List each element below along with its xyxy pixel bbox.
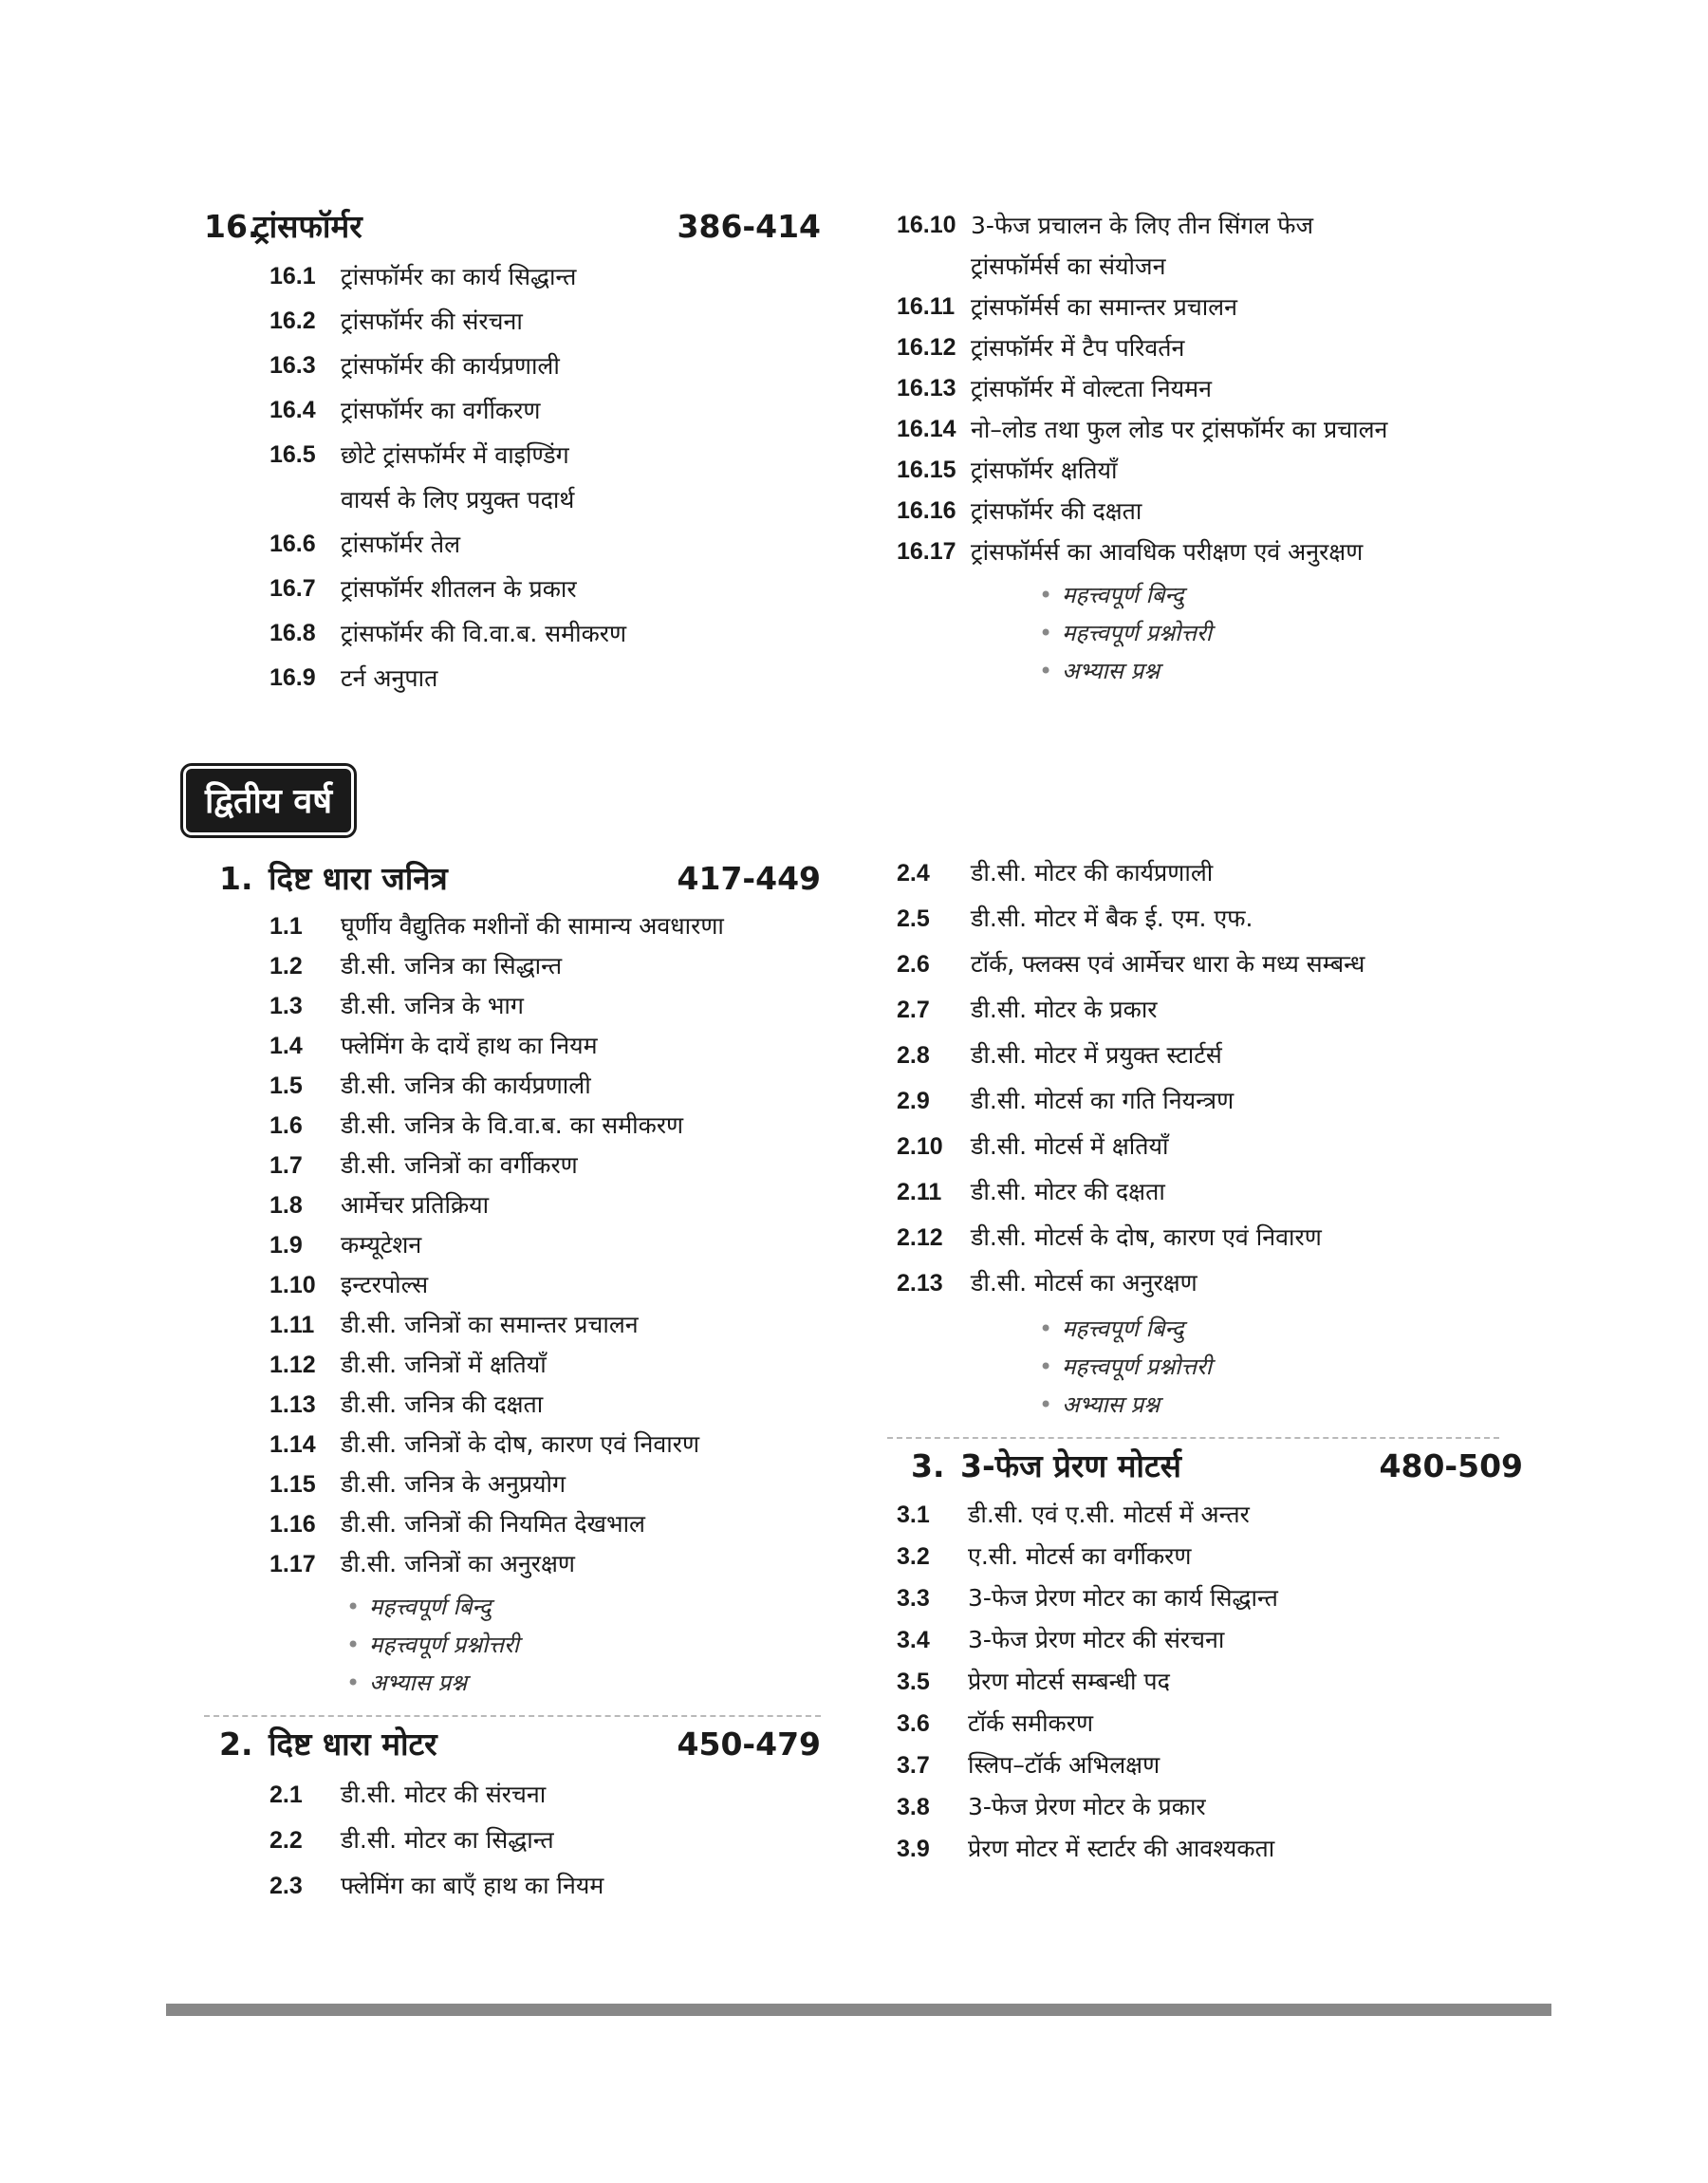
toc-item-title: टॉर्क, फ्लक्स एवं आर्मेचर धारा के मध्य सम्बन्ध (971, 950, 1365, 978)
chapter-heading[interactable] (204, 205, 821, 249)
toc-item[interactable] (204, 1385, 821, 1425)
toc-item[interactable] (204, 1265, 821, 1305)
toc-item-title: ट्रांसफॉर्मर का कार्य सिद्धान्त (341, 263, 577, 290)
toc-item-number: 16.16 (897, 497, 956, 524)
toc-item[interactable] (204, 986, 821, 1026)
toc-item-title: ट्रांसफॉर्मर की वि.वा.ब. समीकरण (341, 620, 627, 647)
chapter-pages: 480-509 (1379, 1447, 1523, 1484)
toc-item[interactable] (831, 1577, 1523, 1619)
toc-item[interactable] (831, 246, 1523, 287)
toc-item-title: डी.सी. मोटर्स का अनुरक्षण (971, 1269, 1197, 1297)
toc-item-number: 3.6 (897, 1710, 930, 1737)
toc-item-title: ट्रांसफॉर्मर तेल (341, 531, 461, 558)
toc-item-title: वायर्स के लिए प्रयुक्त पदार्थ (341, 486, 575, 513)
bottom-rule (166, 2004, 1551, 2016)
toc-item-number: 1.3 (269, 993, 303, 1019)
toc-item-title: ट्रांसफॉर्मर में टैप परिवर्तन (971, 334, 1185, 362)
toc-item-title: डी.सी. जनित्र के भाग (341, 992, 524, 1019)
toc-item[interactable] (204, 522, 821, 567)
toc-item-number: 16.11 (897, 293, 956, 320)
toc-item-title: आर्मेचर प्रतिक्रिया (341, 1191, 490, 1219)
toc-item-title: 3-फेज प्रेरण मोटर के प्रकार (968, 1793, 1206, 1820)
chapter-number: 3. (911, 1447, 945, 1484)
toc-item-number: 1.8 (269, 1192, 303, 1219)
toc-item-number: 3.3 (897, 1585, 930, 1612)
toc-item[interactable] (204, 1066, 821, 1106)
toc-item-title: ट्रांसफॉर्मर शीतलन के प्रकार (341, 575, 577, 603)
bullet-item[interactable] (346, 1588, 821, 1626)
toc-item-number: 16.4 (269, 397, 316, 423)
toc-list (831, 850, 1523, 1306)
toc-item-title: स्लिप–टॉर्क अभिलक्षण (968, 1751, 1160, 1779)
bullet-text: महत्त्वपूर्ण बिन्दु (1062, 582, 1184, 608)
toc-item-number: 3.8 (897, 1794, 930, 1820)
toc-item-title: डी.सी. एवं ए.सी. मोटर्स में अन्तर (968, 1501, 1250, 1528)
chapter-number: 1. (219, 860, 253, 897)
toc-item-number: 1.1 (269, 913, 303, 940)
toc-item-title: ए.सी. मोटर्स का वर्गीकरण (968, 1542, 1192, 1570)
bullet-item[interactable] (1039, 652, 1523, 690)
toc-item-number: 16.9 (269, 664, 316, 691)
toc-item-number: 2.13 (897, 1270, 943, 1297)
toc-item-number: 2.10 (897, 1133, 943, 1160)
toc-item[interactable] (204, 1863, 821, 1909)
toc-item-number: 2.8 (897, 1042, 930, 1069)
bullet-item[interactable] (346, 1626, 821, 1664)
toc-item-title: ट्रांसफॉर्मर्स का संयोजन (971, 252, 1166, 280)
toc-item-number: 16.17 (897, 538, 956, 565)
toc-item[interactable] (831, 1661, 1523, 1703)
chapter16-right (897, 205, 1523, 690)
toc-item-number: 1.13 (269, 1391, 316, 1418)
bullet-list (897, 576, 1523, 690)
toc-item-number: 2.1 (269, 1782, 303, 1808)
chapter-heading[interactable] (219, 857, 821, 901)
toc-item-number: 2.2 (269, 1827, 303, 1854)
bullet-item[interactable] (1039, 1310, 1523, 1348)
toc-item[interactable] (204, 1818, 821, 1863)
toc-item-number: 2.3 (269, 1873, 303, 1899)
toc-item[interactable] (204, 433, 821, 477)
toc-item[interactable] (831, 1745, 1523, 1786)
toc-list (831, 1494, 1523, 1870)
toc-item-number: 16.8 (269, 620, 316, 646)
toc-item-number: 3.2 (897, 1543, 930, 1570)
chapter-heading[interactable] (219, 1723, 821, 1766)
toc-item[interactable] (204, 1225, 821, 1265)
toc-item[interactable] (831, 450, 1523, 491)
toc-item-title: डी.सी. मोटर में प्रयुक्त स्टार्टर्स (971, 1041, 1222, 1069)
bullet-text: महत्त्वपूर्ण प्रश्नोत्तरी (369, 1632, 519, 1658)
toc-item-title: फ्लेमिंग का बाएँ हाथ का नियम (341, 1872, 604, 1899)
toc-item-number: 16.10 (897, 212, 956, 238)
toc-item[interactable] (204, 1185, 821, 1225)
chapter-title: 3-फेज प्रेरण मोटर्स (960, 1447, 1181, 1484)
toc-item-title: फ्लेमिंग के दायें हाथ का नियम (341, 1032, 598, 1059)
toc-item[interactable] (831, 942, 1523, 987)
toc-item[interactable] (831, 409, 1523, 450)
toc-item-title: डी.सी. मोटर्स के दोष, कारण एवं निवारण (971, 1223, 1322, 1251)
toc-item-number: 16.15 (897, 457, 956, 483)
toc-item-number: 16.3 (269, 352, 316, 379)
bullet-text: महत्त्वपूर्ण बिन्दु (1062, 1315, 1184, 1342)
toc-item[interactable] (831, 896, 1523, 942)
toc-item[interactable] (204, 1772, 821, 1818)
toc-item[interactable] (831, 1260, 1523, 1306)
chapter-title: दिष्ट धारा मोटर (269, 1726, 437, 1763)
toc-item-title: ट्रांसफॉर्मर की दक्षता (971, 497, 1142, 525)
toc-item-title: ट्रांसफॉर्मर की संरचना (341, 308, 523, 335)
toc-item-number: 3.7 (897, 1752, 930, 1779)
toc-item-title: डी.सी. जनित्र के अनुप्रयोग (341, 1470, 566, 1498)
toc-list (204, 254, 821, 700)
toc-item-title: डी.सी. जनित्रों का समान्तर प्रचालन (341, 1311, 639, 1338)
toc-item[interactable] (204, 1106, 821, 1146)
toc-item-title: कम्यूटेशन (341, 1231, 422, 1259)
toc-item-title: डी.सी. मोटर की कार्यप्रणाली (971, 859, 1214, 886)
bullet-dot-icon: • (346, 1594, 361, 1620)
bullet-dot-icon: • (346, 1632, 361, 1658)
toc-item-number: 1.15 (269, 1471, 316, 1498)
chapter-pages: 386-414 (677, 208, 821, 245)
bullet-item[interactable] (1039, 1348, 1523, 1386)
bullet-dot-icon: • (1039, 658, 1053, 684)
bullet-item[interactable] (346, 1664, 821, 1702)
chapter-heading[interactable] (911, 1445, 1523, 1488)
toc-item[interactable] (831, 1536, 1523, 1577)
toc-item-number: 3.1 (897, 1502, 930, 1528)
toc-item[interactable] (831, 987, 1523, 1033)
toc-item[interactable] (831, 1215, 1523, 1260)
toc-item-number: 2.7 (897, 997, 930, 1023)
toc-item-number: 1.2 (269, 953, 303, 980)
toc-item-number: 3.4 (897, 1627, 930, 1653)
toc-item[interactable] (204, 1345, 821, 1385)
toc-item-title: डी.सी. मोटर की दक्षता (971, 1178, 1165, 1205)
toc-item-title: डी.सी. जनित्र की कार्यप्रणाली (341, 1072, 591, 1099)
toc-item[interactable] (204, 656, 821, 700)
toc-item-title: 3-फेज प्रेरण मोटर की संरचना (968, 1626, 1225, 1653)
bullet-dot-icon: • (1039, 1353, 1053, 1380)
toc-item-number: 1.5 (269, 1073, 303, 1099)
toc-item-number: 16.7 (269, 575, 316, 602)
toc-item-title: डी.सी. मोटर के प्रकार (971, 996, 1158, 1023)
toc-item-title: डी.सी. जनित्रों में क्षतियाँ (341, 1351, 547, 1378)
toc-item-title: ट्रांसफॉर्मर में वोल्टता नियमन (971, 375, 1212, 402)
toc-item-title: डी.सी. जनित्र का सिद्धान्त (341, 952, 563, 980)
bullet-dot-icon: • (1039, 620, 1053, 646)
bullet-text: अभ्यास प्रश्न (369, 1670, 468, 1696)
toc-item[interactable] (204, 611, 821, 656)
bullet-list (219, 1588, 821, 1702)
toc-item[interactable] (204, 1504, 821, 1544)
toc-item[interactable] (831, 1786, 1523, 1828)
toc-item[interactable] (831, 532, 1523, 572)
toc-item[interactable] (831, 491, 1523, 532)
toc-item-number: 1.12 (269, 1352, 316, 1378)
toc-item-number: 16.1 (269, 263, 316, 289)
toc-item-number: 1.10 (269, 1272, 316, 1298)
toc-item-title: डी.सी. मोटर्स का गति नियन्त्रण (971, 1087, 1235, 1114)
toc-item-number: 16.13 (897, 375, 956, 401)
toc-list (204, 906, 821, 1584)
toc-item-number: 16.12 (897, 334, 956, 361)
toc-item-number: 1.9 (269, 1232, 303, 1259)
toc-item[interactable] (831, 1078, 1523, 1124)
toc-item-title: नो–लोड तथा फुल लोड पर ट्रांसफॉर्मर का प्रचालन (971, 416, 1388, 443)
toc-item-number: 16.5 (269, 441, 316, 468)
toc-item[interactable] (831, 205, 1523, 246)
bullet-item[interactable] (1039, 576, 1523, 614)
toc-item[interactable] (204, 906, 821, 946)
toc-item-title: प्रेरण मोटर में स्टार्टर की आवश्यकता (968, 1835, 1275, 1862)
toc-item[interactable] (204, 1026, 821, 1066)
toc-item[interactable] (831, 1033, 1523, 1078)
toc-item[interactable] (204, 1544, 821, 1584)
chapter-pages: 417-449 (677, 860, 821, 897)
toc-item[interactable] (204, 299, 821, 344)
toc-item[interactable] (204, 477, 821, 522)
toc-item-number: 2.5 (897, 905, 930, 932)
toc-list (831, 205, 1523, 572)
bullet-item[interactable] (1039, 614, 1523, 652)
toc-item[interactable] (831, 1619, 1523, 1661)
toc-item-title: डी.सी. जनित्र के वि.वा.ब. का समीकरण (341, 1111, 684, 1139)
toc-item-number: 1.7 (269, 1152, 303, 1179)
toc-item-title: डी.सी. जनित्रों का वर्गीकरण (341, 1151, 578, 1179)
toc-item[interactable] (204, 1146, 821, 1185)
bullet-dot-icon: • (1039, 1315, 1053, 1342)
right-column (897, 850, 1523, 1870)
bullet-text: महत्त्वपूर्ण बिन्दु (369, 1594, 492, 1620)
toc-item[interactable] (204, 388, 821, 433)
toc-item[interactable] (204, 1305, 821, 1345)
bullet-item[interactable] (1039, 1386, 1523, 1424)
chapter-pages: 450-479 (677, 1726, 821, 1763)
toc-item-number (204, 477, 341, 522)
toc-item[interactable] (204, 254, 821, 299)
toc-item-title: 3-फेज प्रेरण मोटर का कार्य सिद्धान्त (968, 1584, 1278, 1612)
toc-item-title: डी.सी. मोटर में बैक ई. एम. एफ. (971, 905, 1253, 932)
bullet-text: महत्त्वपूर्ण प्रश्नोत्तरी (1062, 1353, 1212, 1380)
toc-item-title: ट्रांसफॉर्मर की कार्यप्रणाली (341, 352, 560, 380)
toc-item[interactable] (204, 567, 821, 611)
toc-item-title: ट्रांसफॉर्मर का वर्गीकरण (341, 397, 541, 424)
toc-list (204, 1772, 821, 1909)
toc-item-title: टॉर्क समीकरण (968, 1709, 1094, 1737)
toc-item-number: 1.17 (269, 1551, 316, 1577)
toc-item-number (831, 246, 971, 287)
toc-item-title: डी.सी. मोटर का सिद्धान्त (341, 1826, 554, 1854)
toc-item[interactable] (204, 1425, 821, 1465)
toc-item-title: प्रेरण मोटर्स सम्बन्धी पद (968, 1668, 1170, 1695)
left-column (219, 857, 821, 1909)
toc-item[interactable] (831, 1169, 1523, 1215)
chapter16-left (204, 205, 821, 700)
toc-item-title: डी.सी. मोटर की संरचना (341, 1781, 547, 1808)
toc-item-title: डी.सी. मोटर्स में क्षतियाँ (971, 1132, 1169, 1160)
toc-item[interactable] (831, 1124, 1523, 1169)
toc-item[interactable] (204, 344, 821, 388)
section-badge: द्वितीय वर्ष (186, 769, 351, 832)
toc-item[interactable] (831, 287, 1523, 327)
toc-item-title: टर्न अनुपात (341, 664, 438, 692)
toc-item-number: 2.6 (897, 951, 930, 978)
chapter-title: दिष्ट धारा जनित्र (269, 860, 448, 897)
toc-item[interactable] (831, 1828, 1523, 1870)
chapter-number: 2. (219, 1726, 253, 1763)
bullet-dot-icon: • (1039, 582, 1053, 608)
toc-item[interactable] (831, 368, 1523, 409)
bullet-text: अभ्यास प्रश्न (1062, 658, 1160, 684)
toc-item-number: 16.6 (269, 531, 316, 557)
bullet-list (897, 1310, 1523, 1424)
bullet-dot-icon: • (346, 1670, 361, 1696)
toc-item-number: 1.11 (269, 1312, 315, 1338)
toc-item-number: 1.6 (269, 1112, 303, 1139)
toc-item-number: 1.4 (269, 1033, 303, 1059)
toc-item-title: घूर्णीय वैद्युतिक मशीनों की सामान्य अवधारणा (341, 912, 724, 940)
chapter-title: ट्रांसफॉर्मर (253, 208, 362, 245)
toc-item-title: इन्टरपोल्स (341, 1271, 429, 1298)
bullet-text: अभ्यास प्रश्न (1062, 1391, 1160, 1418)
toc-item-title: डी.सी. जनित्रों का अनुरक्षण (341, 1550, 576, 1577)
toc-item-title: डी.सी. जनित्र की दक्षता (341, 1390, 544, 1418)
chapter-number: 16. (204, 208, 260, 245)
toc-item[interactable] (831, 327, 1523, 368)
toc-item-title: छोटे ट्रांसफॉर्मर में वाइण्डिंग (341, 441, 569, 469)
toc-item-number: 2.12 (897, 1224, 943, 1251)
toc-item[interactable] (204, 1465, 821, 1504)
toc-item-number: 3.5 (897, 1669, 930, 1695)
toc-item-number: 1.16 (269, 1511, 316, 1538)
bullet-dot-icon: • (1039, 1391, 1053, 1418)
toc-item-number: 16.14 (897, 416, 956, 442)
toc-item-title: ट्रांसफॉर्मर्स का समान्तर प्रचालन (971, 293, 1237, 321)
divider (887, 1437, 1499, 1439)
toc-item-number: 2.9 (897, 1088, 930, 1114)
toc-item-title: 3-फेज प्रचालन के लिए तीन सिंगल फेज (971, 212, 1314, 239)
toc-item[interactable] (831, 1494, 1523, 1536)
bullet-text: महत्त्वपूर्ण प्रश्नोत्तरी (1062, 620, 1212, 646)
toc-item-title: ट्रांसफॉर्मर्स का आवधिक परीक्षण एवं अनुरक्षण (971, 538, 1364, 566)
divider (204, 1715, 821, 1717)
toc-item-title: डी.सी. जनित्रों की नियमित देखभाल (341, 1510, 646, 1538)
toc-item[interactable] (204, 946, 821, 986)
toc-item-number: 2.11 (897, 1179, 942, 1205)
toc-item-number: 2.4 (897, 860, 930, 886)
toc-item[interactable] (831, 850, 1523, 896)
toc-item-title: ट्रांसफॉर्मर क्षतियाँ (971, 457, 1118, 484)
toc-item-title: डी.सी. जनित्रों के दोष, कारण एवं निवारण (341, 1430, 700, 1458)
toc-item-number: 3.9 (897, 1836, 930, 1862)
toc-item-number: 16.2 (269, 308, 316, 334)
toc-item[interactable] (831, 1703, 1523, 1745)
toc-item-number: 1.14 (269, 1431, 316, 1458)
